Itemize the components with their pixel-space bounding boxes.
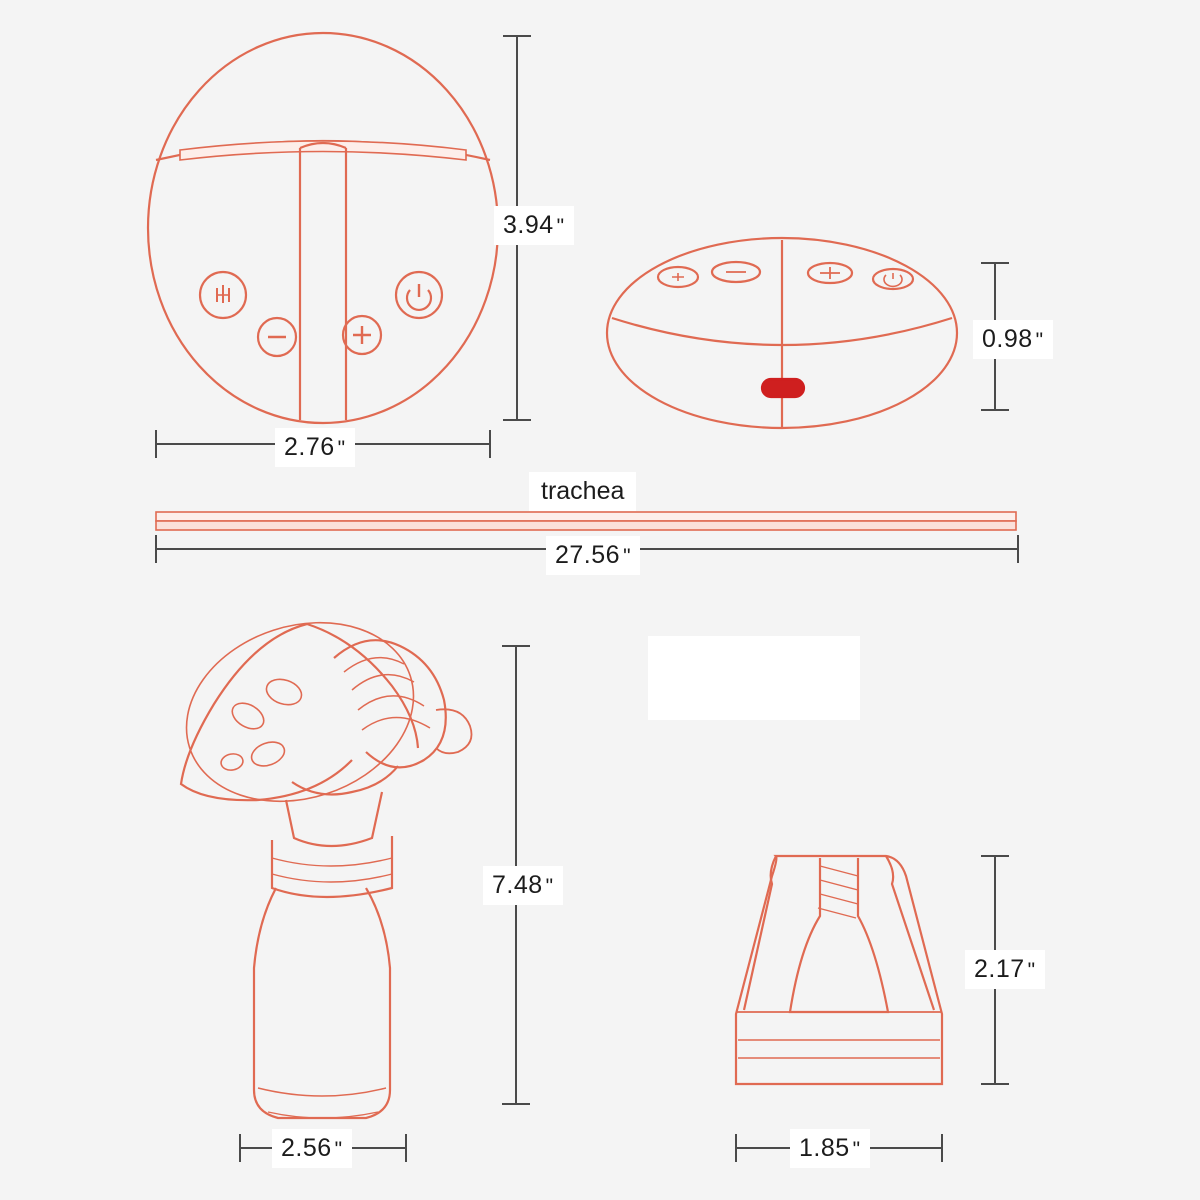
trachea-tube (156, 512, 1016, 530)
dim-label-tube-length: 27.56 " (546, 536, 640, 575)
bottle-stand-base (736, 856, 942, 1084)
dim-label-motor-height: 3.94 " (494, 206, 574, 245)
dim-label-assembly-width: 2.56 " (272, 1129, 352, 1168)
dim-label-base-width: 1.85 " (790, 1129, 870, 1168)
motor-top-view (607, 238, 957, 428)
dim-label-motor-thickness: 0.98 " (973, 320, 1053, 359)
dim-label-assembly-height: 7.48 " (483, 866, 563, 905)
motor-front-buttons (200, 272, 442, 356)
dim-label-motor-width: 2.76 " (275, 428, 355, 467)
indicator-light (762, 379, 804, 397)
dim-label-base-height: 2.17 " (965, 950, 1045, 989)
blank-callout-box (648, 636, 860, 720)
motor-front-view (148, 33, 498, 423)
pump-assembly (163, 594, 471, 1118)
motor-front-outline (148, 33, 498, 423)
part-label-trachea: trachea (529, 472, 636, 511)
